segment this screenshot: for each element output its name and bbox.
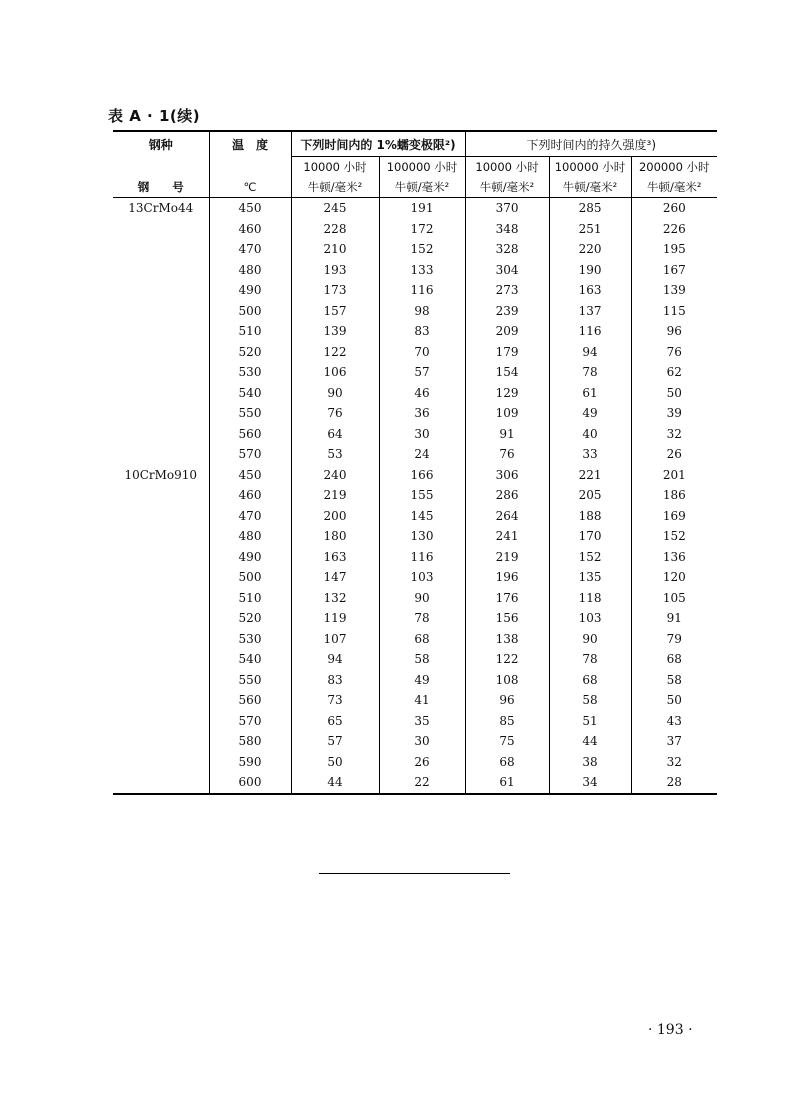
steel-grade-cell xyxy=(113,342,209,363)
steel-grade-cell xyxy=(113,321,209,342)
table-row xyxy=(113,670,717,691)
steel-grade-cell xyxy=(113,567,209,588)
table-row xyxy=(113,711,717,732)
temperature-cell: 500 xyxy=(209,301,291,322)
value-cell: 44 xyxy=(291,772,379,794)
steel-grade-cell xyxy=(113,649,209,670)
value-cell: 122 xyxy=(291,342,379,363)
value-cell: 37 xyxy=(631,731,717,752)
header-rupture-10000h: 10000 小时 xyxy=(465,157,549,178)
value-cell: 167 xyxy=(631,260,717,281)
value-cell: 85 xyxy=(465,711,549,732)
value-cell: 58 xyxy=(631,670,717,691)
value-cell: 226 xyxy=(631,219,717,240)
value-cell: 145 xyxy=(379,506,465,527)
temperature-cell: 560 xyxy=(209,690,291,711)
page-number: · 193 · xyxy=(648,1022,693,1038)
value-cell: 135 xyxy=(549,567,631,588)
value-cell: 46 xyxy=(379,383,465,404)
steel-grade-cell xyxy=(113,547,209,568)
temperature-cell: 550 xyxy=(209,670,291,691)
value-cell: 68 xyxy=(465,752,549,773)
table-row xyxy=(113,752,717,773)
value-cell: 91 xyxy=(631,608,717,629)
table-row xyxy=(113,198,717,219)
value-cell: 147 xyxy=(291,567,379,588)
temperature-cell: 490 xyxy=(209,547,291,568)
value-cell: 176 xyxy=(465,588,549,609)
value-cell: 78 xyxy=(379,608,465,629)
header-steel-blank xyxy=(113,157,209,178)
temperature-cell: 460 xyxy=(209,219,291,240)
header-temp-blank xyxy=(209,157,291,178)
value-cell: 38 xyxy=(549,752,631,773)
value-cell: 61 xyxy=(465,772,549,794)
table-row xyxy=(113,547,717,568)
steel-grade-cell xyxy=(113,506,209,527)
value-cell: 65 xyxy=(291,711,379,732)
value-cell: 179 xyxy=(465,342,549,363)
table-row xyxy=(113,280,717,301)
value-cell: 90 xyxy=(291,383,379,404)
value-cell: 106 xyxy=(291,362,379,383)
table-row xyxy=(113,362,717,383)
value-cell: 36 xyxy=(379,403,465,424)
value-cell: 26 xyxy=(631,444,717,465)
value-cell: 58 xyxy=(549,690,631,711)
value-cell: 239 xyxy=(465,301,549,322)
value-cell: 70 xyxy=(379,342,465,363)
value-cell: 41 xyxy=(379,690,465,711)
table-row xyxy=(113,465,717,486)
value-cell: 76 xyxy=(465,444,549,465)
table-row xyxy=(113,649,717,670)
value-cell: 188 xyxy=(549,506,631,527)
value-cell: 219 xyxy=(465,547,549,568)
value-cell: 107 xyxy=(291,629,379,650)
header-temp-unit: ℃ xyxy=(209,177,291,198)
value-cell: 260 xyxy=(631,198,717,219)
value-cell: 76 xyxy=(631,342,717,363)
table-row xyxy=(113,444,717,465)
value-cell: 116 xyxy=(379,280,465,301)
header-unit: 牛顿/毫米² xyxy=(465,177,549,198)
table-row xyxy=(113,567,717,588)
steel-grade-cell xyxy=(113,772,209,794)
value-cell: 219 xyxy=(291,485,379,506)
temperature-cell: 560 xyxy=(209,424,291,445)
table-row xyxy=(113,321,717,342)
value-cell: 50 xyxy=(291,752,379,773)
steel-grade-cell xyxy=(113,403,209,424)
temperature-cell: 520 xyxy=(209,608,291,629)
steel-grade-cell xyxy=(113,362,209,383)
value-cell: 90 xyxy=(549,629,631,650)
temperature-cell: 530 xyxy=(209,629,291,650)
value-cell: 328 xyxy=(465,239,549,260)
value-cell: 57 xyxy=(379,362,465,383)
value-cell: 68 xyxy=(631,649,717,670)
temperature-cell: 540 xyxy=(209,383,291,404)
temperature-cell: 470 xyxy=(209,239,291,260)
header-creep-limit: 下列时间内的 1%蠕变极限²) xyxy=(291,131,465,157)
value-cell: 157 xyxy=(291,301,379,322)
value-cell: 133 xyxy=(379,260,465,281)
value-cell: 285 xyxy=(549,198,631,219)
value-cell: 152 xyxy=(549,547,631,568)
steel-grade-cell xyxy=(113,608,209,629)
end-rule xyxy=(319,873,510,874)
steel-grade-cell xyxy=(113,711,209,732)
temperature-cell: 540 xyxy=(209,649,291,670)
temperature-cell: 480 xyxy=(209,260,291,281)
steel-grade-cell xyxy=(113,526,209,547)
value-cell: 163 xyxy=(549,280,631,301)
value-cell: 61 xyxy=(549,383,631,404)
value-cell: 286 xyxy=(465,485,549,506)
value-cell: 83 xyxy=(291,670,379,691)
value-cell: 118 xyxy=(549,588,631,609)
table-row xyxy=(113,629,717,650)
value-cell: 40 xyxy=(549,424,631,445)
table-row xyxy=(113,526,717,547)
value-cell: 136 xyxy=(631,547,717,568)
table-row xyxy=(113,608,717,629)
header-creep-100000h: 100000 小时 xyxy=(379,157,465,178)
steel-grade-cell xyxy=(113,239,209,260)
steel-grade-cell xyxy=(113,301,209,322)
temperature-cell: 590 xyxy=(209,752,291,773)
steel-grade-cell xyxy=(113,485,209,506)
value-cell: 78 xyxy=(549,362,631,383)
header-creep-10000h: 10000 小时 xyxy=(291,157,379,178)
value-cell: 138 xyxy=(465,629,549,650)
value-cell: 132 xyxy=(291,588,379,609)
value-cell: 90 xyxy=(379,588,465,609)
value-cell: 240 xyxy=(291,465,379,486)
value-cell: 76 xyxy=(291,403,379,424)
value-cell: 139 xyxy=(291,321,379,342)
value-cell: 264 xyxy=(465,506,549,527)
value-cell: 34 xyxy=(549,772,631,794)
value-cell: 139 xyxy=(631,280,717,301)
steel-grade-cell xyxy=(113,690,209,711)
value-cell: 73 xyxy=(291,690,379,711)
value-cell: 28 xyxy=(631,772,717,794)
value-cell: 173 xyxy=(291,280,379,301)
value-cell: 68 xyxy=(379,629,465,650)
value-cell: 44 xyxy=(549,731,631,752)
value-cell: 116 xyxy=(549,321,631,342)
value-cell: 241 xyxy=(465,526,549,547)
value-cell: 304 xyxy=(465,260,549,281)
value-cell: 105 xyxy=(631,588,717,609)
temperature-cell: 490 xyxy=(209,280,291,301)
table-row xyxy=(113,301,717,322)
value-cell: 32 xyxy=(631,424,717,445)
value-cell: 180 xyxy=(291,526,379,547)
value-cell: 62 xyxy=(631,362,717,383)
value-cell: 33 xyxy=(549,444,631,465)
value-cell: 51 xyxy=(549,711,631,732)
value-cell: 245 xyxy=(291,198,379,219)
value-cell: 50 xyxy=(631,690,717,711)
temperature-cell: 530 xyxy=(209,362,291,383)
header-rupture-strength: 下列时间内的持久强度³) xyxy=(465,131,717,157)
table-row xyxy=(113,772,717,794)
value-cell: 172 xyxy=(379,219,465,240)
value-cell: 186 xyxy=(631,485,717,506)
temperature-cell: 450 xyxy=(209,198,291,219)
steel-grade-cell xyxy=(113,752,209,773)
header-unit: 牛顿/毫米² xyxy=(549,177,631,198)
value-cell: 220 xyxy=(549,239,631,260)
value-cell: 58 xyxy=(379,649,465,670)
table-row xyxy=(113,506,717,527)
table-row xyxy=(113,383,717,404)
value-cell: 251 xyxy=(549,219,631,240)
header-unit: 牛顿/毫米² xyxy=(291,177,379,198)
value-cell: 43 xyxy=(631,711,717,732)
steel-grade-cell xyxy=(113,670,209,691)
value-cell: 209 xyxy=(465,321,549,342)
table-row xyxy=(113,424,717,445)
table-row xyxy=(113,588,717,609)
value-cell: 120 xyxy=(631,567,717,588)
temperature-cell: 600 xyxy=(209,772,291,794)
steel-grade-cell xyxy=(113,629,209,650)
temperature-cell: 570 xyxy=(209,444,291,465)
table-row xyxy=(113,403,717,424)
temperature-cell: 510 xyxy=(209,321,291,342)
value-cell: 68 xyxy=(549,670,631,691)
value-cell: 152 xyxy=(379,239,465,260)
steel-grade-cell xyxy=(113,219,209,240)
value-cell: 78 xyxy=(549,649,631,670)
value-cell: 49 xyxy=(549,403,631,424)
steel-grade-cell xyxy=(113,444,209,465)
temperature-cell: 500 xyxy=(209,567,291,588)
value-cell: 129 xyxy=(465,383,549,404)
value-cell: 35 xyxy=(379,711,465,732)
value-cell: 109 xyxy=(465,403,549,424)
value-cell: 103 xyxy=(379,567,465,588)
creep-strength-table xyxy=(113,130,717,795)
value-cell: 195 xyxy=(631,239,717,260)
steel-grade-cell xyxy=(113,731,209,752)
value-cell: 57 xyxy=(291,731,379,752)
header-rupture-200000h: 200000 小时 xyxy=(631,157,717,178)
steel-grade-cell xyxy=(113,588,209,609)
value-cell: 83 xyxy=(379,321,465,342)
table-row xyxy=(113,342,717,363)
value-cell: 96 xyxy=(631,321,717,342)
temperature-cell: 510 xyxy=(209,588,291,609)
table-body xyxy=(113,198,717,794)
temperature-cell: 480 xyxy=(209,526,291,547)
table-row xyxy=(113,690,717,711)
value-cell: 201 xyxy=(631,465,717,486)
value-cell: 348 xyxy=(465,219,549,240)
table-row xyxy=(113,239,717,260)
value-cell: 152 xyxy=(631,526,717,547)
value-cell: 94 xyxy=(549,342,631,363)
temperature-cell: 520 xyxy=(209,342,291,363)
value-cell: 119 xyxy=(291,608,379,629)
table-row xyxy=(113,219,717,240)
table-caption: 表 A · 1(续) xyxy=(108,107,201,125)
value-cell: 205 xyxy=(549,485,631,506)
temperature-cell: 470 xyxy=(209,506,291,527)
value-cell: 169 xyxy=(631,506,717,527)
value-cell: 191 xyxy=(379,198,465,219)
value-cell: 122 xyxy=(465,649,549,670)
header-unit: 牛顿/毫米² xyxy=(379,177,465,198)
value-cell: 115 xyxy=(631,301,717,322)
value-cell: 221 xyxy=(549,465,631,486)
value-cell: 79 xyxy=(631,629,717,650)
header-rupture-100000h: 100000 小时 xyxy=(549,157,631,178)
value-cell: 98 xyxy=(379,301,465,322)
value-cell: 190 xyxy=(549,260,631,281)
value-cell: 30 xyxy=(379,731,465,752)
value-cell: 50 xyxy=(631,383,717,404)
steel-grade-cell: 13CrMo44 xyxy=(128,201,194,216)
temperature-cell: 450 xyxy=(209,465,291,486)
value-cell: 170 xyxy=(549,526,631,547)
value-cell: 130 xyxy=(379,526,465,547)
value-cell: 156 xyxy=(465,608,549,629)
value-cell: 91 xyxy=(465,424,549,445)
value-cell: 370 xyxy=(465,198,549,219)
temperature-cell: 580 xyxy=(209,731,291,752)
value-cell: 26 xyxy=(379,752,465,773)
value-cell: 166 xyxy=(379,465,465,486)
value-cell: 22 xyxy=(379,772,465,794)
value-cell: 193 xyxy=(291,260,379,281)
steel-grade-cell xyxy=(113,424,209,445)
value-cell: 228 xyxy=(291,219,379,240)
temperature-cell: 550 xyxy=(209,403,291,424)
value-cell: 39 xyxy=(631,403,717,424)
value-cell: 273 xyxy=(465,280,549,301)
value-cell: 32 xyxy=(631,752,717,773)
value-cell: 75 xyxy=(465,731,549,752)
temperature-cell: 570 xyxy=(209,711,291,732)
value-cell: 116 xyxy=(379,547,465,568)
table-row xyxy=(113,731,717,752)
value-cell: 306 xyxy=(465,465,549,486)
steel-grade-cell xyxy=(113,383,209,404)
steel-grade-cell xyxy=(113,260,209,281)
value-cell: 103 xyxy=(549,608,631,629)
value-cell: 108 xyxy=(465,670,549,691)
value-cell: 94 xyxy=(291,649,379,670)
value-cell: 137 xyxy=(549,301,631,322)
value-cell: 24 xyxy=(379,444,465,465)
table-row xyxy=(113,485,717,506)
value-cell: 210 xyxy=(291,239,379,260)
value-cell: 49 xyxy=(379,670,465,691)
value-cell: 200 xyxy=(291,506,379,527)
header-steel-grade: 钢 号 xyxy=(113,177,209,198)
value-cell: 196 xyxy=(465,567,549,588)
value-cell: 64 xyxy=(291,424,379,445)
steel-grade-cell: 10CrMo910 xyxy=(124,467,198,482)
value-cell: 53 xyxy=(291,444,379,465)
header-steel-type: 钢种 xyxy=(113,131,209,157)
value-cell: 163 xyxy=(291,547,379,568)
value-cell: 96 xyxy=(465,690,549,711)
value-cell: 155 xyxy=(379,485,465,506)
header-temperature: 温 度 xyxy=(209,131,291,157)
temperature-cell: 460 xyxy=(209,485,291,506)
value-cell: 154 xyxy=(465,362,549,383)
value-cell: 30 xyxy=(379,424,465,445)
steel-grade-cell xyxy=(113,280,209,301)
table-row xyxy=(113,260,717,281)
header-unit: 牛顿/毫米² xyxy=(631,177,717,198)
